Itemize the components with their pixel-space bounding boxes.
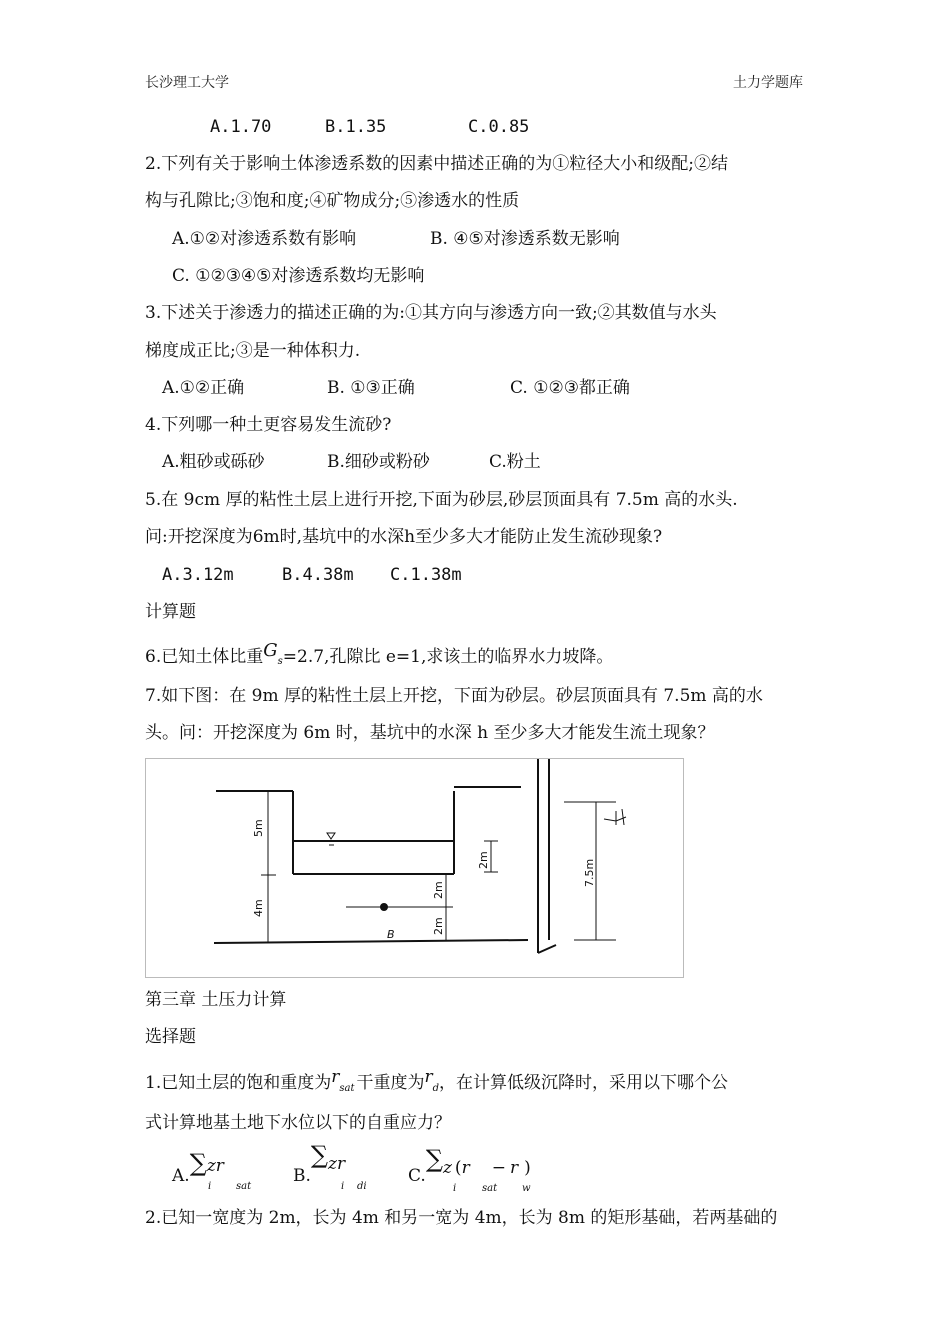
sand-layer-line [214,940,528,943]
choice-q1-line2: 式计算地基土地下水位以下的自重应力？ [145,1113,451,1133]
q4-option-b: B.细砂或粉砂 [327,452,430,472]
question-7-line1: 7.如下图：在 9m 厚的粘性土层上开挖，下面为砂层。砂层顶面具有 7.5m 高的水 [145,686,763,706]
sat-c-sub: sat [482,1183,498,1194]
question-2-line1: 2.下列有关于影响土体渗透系数的因素中描述正确的为①粒径大小和级配;②结 [145,154,728,174]
q5-option-b: B.4.38m [282,565,354,585]
sat-subscript: sat [339,1083,355,1094]
q2-option-b: B. ④⑤对渗透系数无影响 [430,229,620,249]
option-c: C.0.85 [468,117,530,137]
gs-subscript: s [277,656,283,667]
formula-option-a [172,1149,252,1192]
question-6 [145,640,614,671]
q4-option-a: A.粗砂或砾砂 [162,452,265,472]
gs-symbol: G [263,640,278,661]
choice-q1-line1 [145,1067,729,1097]
c1-text-c: ，在计算低级沉降时，采用以下哪个公 [439,1073,729,1093]
c1-text-b: 干重度为 [356,1073,425,1093]
q6-prefix: 6.已知土体比重 [145,647,264,667]
q2-option-a: A.①②对渗透系数有影响 [172,229,357,249]
label-7-5m: 7.5m [583,858,596,887]
d-subscript: d [432,1083,440,1094]
standpipe-bottom [538,945,556,953]
option-b: B.1.35 [325,117,387,137]
question-5-line2: 问:开挖深度为6m时,基坑中的水深h至少多大才能防止发生流砂现象? [145,527,663,547]
minus-sign: − [491,1158,506,1178]
q2-option-c: C. ①②③④⑤对渗透系数均无影响 [172,266,425,286]
i-a-sub: i [208,1181,212,1192]
sat-a-sub: sat [236,1181,252,1192]
q3-option-c: C. ①②③都正确 [510,378,630,398]
question-3-line1: 3.下述关于渗透力的描述正确的为:①其方向与渗透方向一致;②其数值与水头 [145,303,717,323]
label-2m-upper: 2m [432,881,445,899]
label-4m: 4m [252,899,265,917]
z-c: z [442,1158,452,1178]
label-b: B [387,928,395,941]
paren-open: ( [454,1158,462,1178]
question-3-line2: 梯度成正比;③是一种体积力. [145,341,361,361]
q3-option-a: A.①②正确 [162,378,245,398]
formula-b-label: B. [293,1166,311,1186]
excavation-diagram [146,759,683,977]
c1-text-a: 1.已知土层的饱和重度为 [145,1073,332,1093]
question-5-line1: 5.在 9cm 厚的粘性土层上进行开挖,下面为砂层,砂层顶面具有 7.5m 高的水头. [145,490,738,510]
z-a: z [206,1156,216,1176]
sigma-c-icon: ∑ [425,1145,443,1173]
r-d-symbol: r [424,1067,433,1087]
question-7-line2: 头。问：开挖深度为 6m 时，基坑中的水深 h 至少多大才能发生流土现象？ [145,723,715,743]
paren-close: ) [524,1158,531,1178]
di-b-sub: di [357,1181,367,1192]
question-2-line2: 构与孔隙比;③饱和度;④矿物成分;⑤渗透水的性质 [145,191,520,211]
z-b: z [328,1154,338,1174]
label-2m-pit: 2m [477,851,490,869]
section-calc: 计算题 [145,602,196,622]
r-c2: r [509,1158,519,1178]
excavation-figure [145,758,684,978]
q5-option-a: A.3.12m [162,565,234,585]
r-a: r [215,1156,224,1176]
section-choice: 选择题 [145,1027,196,1047]
point-marker [380,903,388,911]
label-5m: 5m [252,819,265,837]
q4-option-c: C.粉土 [489,452,541,472]
chapter-3-title: 第三章 土压力计算 [145,990,287,1010]
w-c-sub: w [522,1183,531,1194]
formula-c-label: C. [408,1166,426,1186]
q3-option-b: B. ①③正确 [327,378,415,398]
label-2m-lower: 2m [432,917,445,935]
question-4: 4.下列哪一种土更容易发生流砂? [145,415,392,435]
q6-suffix: =2.7,孔隙比 e=1,求该土的临界水力坡降。 [282,647,614,667]
option-a: A.1.70 [210,117,272,137]
choice-q2-line1: 2.已知一宽度为 2m，长为 4m 和另一宽为 4m，长为 8m 的矩形基础，若两基础的 [145,1208,778,1228]
handwritten-h-mark [604,809,626,825]
formula-option-c [408,1145,531,1194]
i-c-sub: i [453,1183,457,1194]
header-right: 土力学题库 [733,75,803,91]
header-left: 长沙理工大学 [145,75,229,91]
i-b-sub: i [341,1181,345,1192]
water-level-marker [327,833,335,839]
r-b: r [337,1154,346,1174]
sigma-a-icon: ∑ [189,1149,207,1177]
q5-option-c: C.1.38m [390,565,462,585]
r-sat-symbol: r [331,1067,340,1087]
sigma-b-icon: ∑ [310,1141,329,1169]
formula-a-label: A. [172,1166,190,1186]
formula-option-b [293,1141,367,1192]
r-c1: r [461,1158,470,1178]
